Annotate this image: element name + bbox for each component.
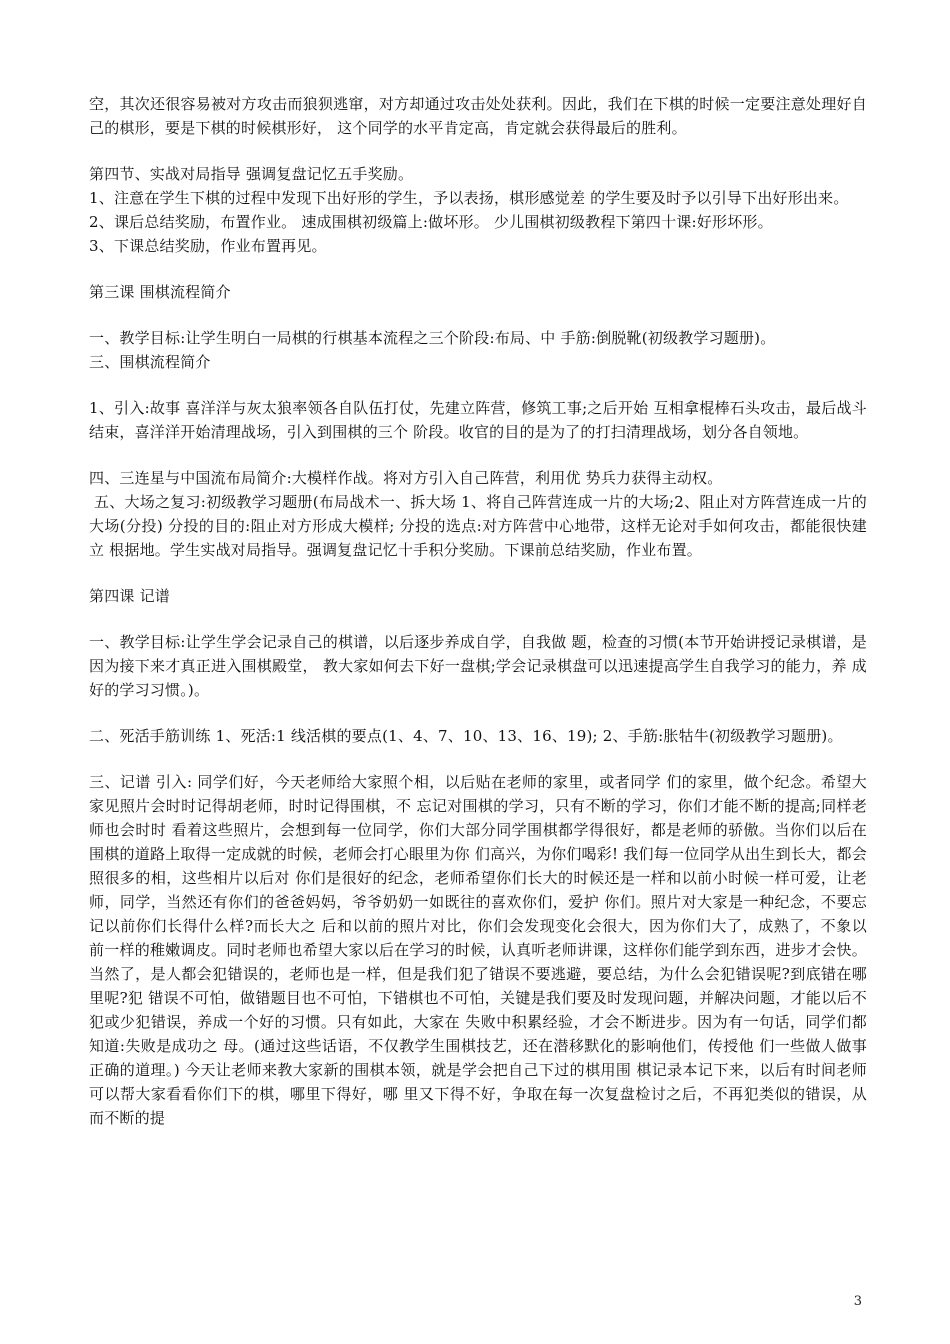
process-intro-heading: 三、围棋流程简介 (89, 353, 211, 371)
lesson-title-3: 第三课 围棋流程简介 (89, 283, 231, 301)
record-game-intro: 三、记谱 引入: 同学们好，今天老师给大家照个相，以后贴在老师的家里，或者同学 们的家里，做个纪念。希望大家见照片会时时记得胡老师，时时记得围棋，不 忘记对围棋的学习，只有不断的学习，你们才能不断的提高;同样老师也会时时 看着这些照片，会想到每一位同学，你们大部分同学围棋都学得很好，都是老师的骄傲。当你们以后在围棋的道路上取得一定成就的时候，老师会打心眼里为你 们高兴，为你们喝彩! 我们每一位同学从出生到长大，都会照很多的相，这些相片以后对 你们是很好的纪念，老师希望你们长大的时候还是一样和以前小时候一样可爱，让老师，同学，当然还有你们的爸爸妈妈，爷爷奶奶一如既往的喜欢你们，爱护 你们。照片对大家是一种纪念，不要忘记以前你们长得什么样?而长大之 后和以前的照片对比，你们会发现变化会很大，因为你们大了，成熟了，不象以 前一样的稚嫩调皮。同时老师也希望大家以后在学习的时候，认真听老师讲课，这样你们能学到东西，进步才会快。当然了，是人都会犯错误的，老师也是一样，但是我们犯了错误不要逃避，要总结，为什么会犯错误呢?到底错在哪里呢?犯 错误不可怕，做错题目也不可怕，下错棋也不可怕，关键是我们要及时发现问题，并解决问题，才能以后不犯或少犯错误，养成一个好的习惯。只有如此，大家在 失败中积累经验，才会不断进步。因为有一句话，同学们都知道:失败是成功之 母。(通过这些话语，不仅教学生围棋技艺，还在潜移默化的影响他们，传授他 们一些做人做事正确的道理。) 今天让老师来教大家新的围棋本领，就是学会把自己下过的棋用围 棋记录本记下来，以后有时间老师可以帮大家看看你们下的棋，哪里下得好，哪 里又下得不好，争取在每一次复盘检讨之后，不再犯类似的错误，从而不断的提 (89, 773, 867, 1127)
life-death-training: 二、死活手筋训练 1、死活:1 线活棋的要点(1、4、7、10、13、16、19); 2、手筋:胀牯牛(初级教学习题册)。 (89, 727, 843, 745)
paragraph-spacer (89, 608, 867, 630)
paragraph-spacer (89, 140, 867, 162)
teaching-goal: 一、教学目标:让学生明白一局棋的行棋基本流程之三个阶段:布局、中 手筋:倒脱靴(初级教学习题册)。 (89, 329, 776, 347)
paragraph-spacer (89, 304, 867, 326)
opening-intro: 四、三连星与中国流布局简介:大模样作战。将对方引入自己阵营，利用优 势兵力获得主动权。 (89, 469, 723, 487)
paragraph-spacer (89, 374, 867, 396)
document-body (89, 92, 867, 1130)
intro-story: 1、引入:故事 喜洋洋与灰太狼率领各自队伍打仗，先建立阵营，修筑工事;之后开始 互相拿棍棒石头攻击，最后战斗结束，喜洋洋开始清理战场，引入到围棋的三个 阶段。收官的目的是为了的打扫清理战场，划分各自领地。 (89, 399, 867, 441)
paragraph-spacer (89, 748, 867, 770)
list-item-1: 1、注意在学生下棋的过程中发现下出好形的学生，予以表扬，棋形感觉差 的学生要及时予以引导下出好形出来。 (89, 189, 849, 207)
list-item-3: 3、下课总结奖励，作业布置再见。 (89, 237, 327, 255)
paragraph-spacer (89, 562, 867, 584)
list-item-2: 2、课后总结奖励，布置作业。 速成围棋初级篇上:做坏形。 少儿围棋初级教程下第四十课:好形坏形。 (89, 213, 773, 231)
paragraph-1: 空，其次还很容易被对方攻击而狼狈逃窜，对方却通过攻击处处获利。因此，我们在下棋的时候一定要注意处理好自己的棋形，要是下棋的时候棋形好， 这个同学的水平肯定高，肯定就会获得最后的胜利。 (89, 95, 867, 137)
teaching-goal-4: 一、教学目标:让学生学会记录自己的棋谱，以后逐步养成自学，自我做 题，检查的习惯(本节开始讲授记录棋谱，是因为接下来才真正进入围棋殿堂， 教大家如何去下好一盘棋;学会记录棋盘可以迅速提高学生自我学习的能力，养 成好的学习习惯。)。 (89, 633, 867, 699)
page-number: 3 (853, 1294, 862, 1309)
lesson-title-4: 第四课 记谱 (89, 587, 170, 605)
big-point-review: 五、大场之复习:初级教学习题册(布局战术一、拆大场 1、将自己阵营连成一片的大场;2、阻止对方阵营连成一片的大场(分投) 分投的目的:阻止对方形成大模样; 分投的选点:对方阵营中心地带，这样无论对手如何攻击，都能很快建立 根据地。学生实战对局指导。强调复盘记忆十手积分奖励。下课前总结奖励，作业布置。 (89, 493, 867, 559)
section-heading-4: 第四节、实战对局指导 强调复盘记忆五手奖励。 (89, 165, 414, 183)
paragraph-spacer (89, 702, 867, 724)
paragraph-spacer (89, 444, 867, 466)
paragraph-spacer (89, 258, 867, 280)
